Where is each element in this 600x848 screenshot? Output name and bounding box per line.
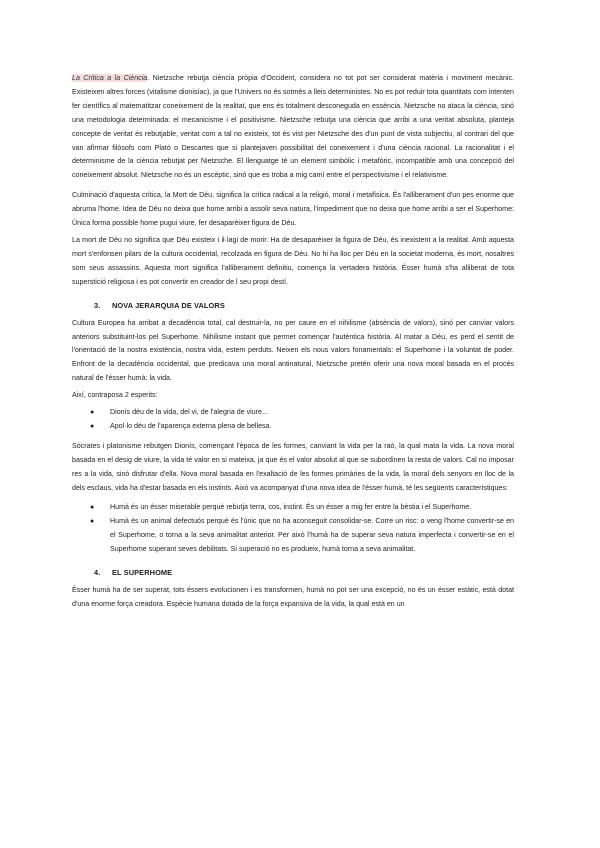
bullet-icon: ● — [90, 504, 95, 512]
section-title: EL SUPERHOME — [112, 568, 173, 578]
list-item-text: Humà és un animal defectuós perquè és l'únic que no ha aconseguit consolidar-se. Corre un risc: o veng l'home convertir-se en el Superhome, o torna a la seva animalitat anterior. Per això l'humà ha de superar seva natura imperfecta i convertir-se en el Superhome superant seves debilitats. Si superació no es produeix, humà torna a seva animalitat. — [110, 517, 514, 554]
paragraph-mort-de-deu-2: La mort de Déu no significa que Déu existeix i il·lagi de morir. Ha de desaparèixer la figura de Déu, és inexistent a la realitat. Amb aquesta mort s'enfonsen pilars de la cultura occidental, recolzada en figura de Déu. No hi ha lloc per Déu en la societat moderna, és mort, nosaltres som seus assassins. Aquesta mort significa l'alliberament definitiu, comença la vertadera història. Ésser humà s'ha alliberat de tota superstició religiosa i es pot convertir en creador de l seu propi destí. — [72, 235, 514, 286]
paragraph-mort-de-deu: Culminació d'aquesta crítica, la Mort de Déu, significa la crítica radical a la religió, moral i metafísica. És l'alliberament d'un pes enorme que abruma l'home. Idea de Déu no deixa que home arribi a assolir seva natura, l'impediment que no deixa que home arribi a ser el Superhome: Única forma possible home pugui viure, fer desaparèixer figura de Déu. — [72, 191, 514, 228]
list-item-text: Apol·lo déu de l'aparença externa plena de bellesa. — [110, 421, 272, 430]
bullet-icon: ● — [90, 422, 95, 430]
bullet-icon: ● — [90, 518, 95, 526]
paragraph-critica-ciencia — [72, 72, 514, 183]
list-caracteristiques — [72, 501, 514, 557]
list-esperits — [72, 406, 514, 434]
section-number: 4. — [94, 568, 101, 578]
list-item-text: Humà és un ésser miserable perquè rebutja terra, cos, instint. És un ésser a mig fer entre la bèstia i el Superhome. — [110, 503, 472, 512]
section-heading-3 — [72, 299, 514, 312]
section-title: NOVA JERARQUIA DE VALORS — [112, 300, 225, 310]
section-number: 3. — [94, 300, 101, 310]
bullet-icon: ● — [90, 409, 95, 417]
highlighted-heading-text: La Crítica a la Ciència — [72, 74, 148, 82]
list-item — [72, 515, 514, 557]
paragraph-superhome: Ésser humà ha de ser superat, tots éssers evolucionen i es transformen, humà no pot ser una excepció, no és un ésser estàtic, està dotat d'una enorme força creadora. Espècie humana dotada de la força expansiva de la vida, la qual està en un — [72, 586, 514, 608]
section-heading-4 — [72, 566, 514, 579]
paragraph-text: . Nietzsche rebutja ciència pròpia d'Occident, considera no tot pot ser considerat matèria i moviment mecànic. Existeixen altres forces (vitalisme dionisíac), ja que l'Univers no és sotmès a lleis deterministes. No es pot reduir tota quantitats com intenten fer científics al matematitzar coneixement de la realitat, que ens és totalment desconeguda en essència. Nietzsche no ataca la ciència, sinó una metodologia determinada: el mecanicisme i el positivisme. Nietzsche rebutja una ciència que arribi a una veritat absoluta, planteja concepte de veritat és rebutjable, veritat com a tal no existeix, tot és vist per Nietzsche des d'un punt de vista subjectiu, al contrari del que van afirmar filòsofs com Plató o Descartes que si plantejaven possibilitat del coneixement i d'una ciència racional. La racionalitat i el determinisme de la ciència rebutjat per Nietzsche. El llenguatge té un element simbòlic i metafòric, incompatible amb una concepció del coneixement absolut. Nietzsche no és un escèptic, sinó que es troba a mig camí entre el perspectivisme i el relativisme. — [72, 74, 514, 180]
paragraph-cultura-europea: Cultura Europea ha arribat a decadència total, cal destruir-la, no per caure en el nihilisme (absència de valors), sinó per canviar valors anteriors substituint-los pel Superhome. Nihilisme instant que permet començar l'autèntica història. Al matar a Déu, es perd el sentit de l'orientació de la nostra existència, nostra vida, estem perduts. Neixen els nous valors fonamentals: el Superhome i la voluntat de poder. Enfront de la decadència occidental, que predicava una moral antinatural, Nietzsche pretén oferir una nova moral basada en el procés natural de l'ésser humà: la vida. — [72, 318, 514, 383]
list-item — [72, 501, 514, 515]
list-item — [72, 406, 514, 420]
paragraph-socrates: Sòcrates i platonisme rebutgen Dionís, començant l'època de les formes, canviant la vida per la raó, la qual mata la vida. La nova moral basada en el desig de viure, la vida té valor en si mateixa, ja que és el valor absolut al que se subordinen la resta de valors. Cal no imposar res a la vida, sinó disfrutar d'ella. Nova moral basada en l'exaltació de les formes primàries de la vida, la moral dels senyors en lloc de la dels esclaus, vida ha d'estar basada en els instints. Això va acompanyat d'una nova idea de l'ésser humà, té les següents característiques: — [72, 441, 514, 492]
list-item — [72, 420, 514, 434]
paragraph-dos-esperits: Així, contraposa 2 esperits: — [72, 391, 158, 400]
list-item-text: Dionís déu de la vida, del vi, de l'alegria de viure... — [110, 408, 268, 417]
